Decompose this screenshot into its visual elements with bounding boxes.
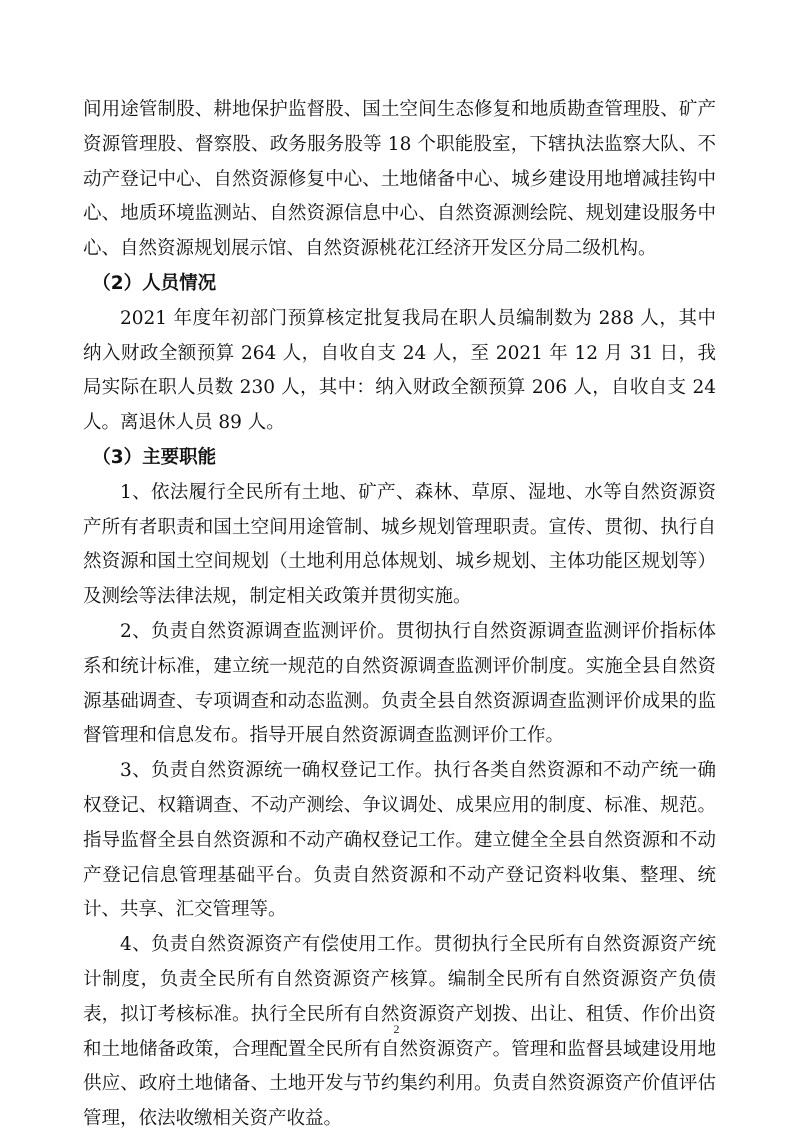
page-number: 2 bbox=[393, 1022, 400, 1036]
paragraph-offices: 间用途管制股、耕地保护监督股、国土空间生态修复和地质勘查管理股、矿产资源管理股、督察股、政务服务股等 18 个职能股室，下辖执法监察大队、不动产登记中心、自然资源修复中心、土地储备中心、城乡建设用地增减挂钩中心、地质环境监测站、自然资源信息中心、自然资源测绘院、规划建设服务中心、自然资源规划展示馆、自然资源桃花江经济开发区分局二级机构。 bbox=[83, 99, 716, 260]
heading-functions: （3）主要职能 bbox=[92, 446, 217, 468]
heading-personnel: （2）人员情况 bbox=[92, 272, 217, 294]
paragraph-personnel: 2021 年度年初部门预算核定批复我局在职人员编制数为 288 人，其中纳入财政全额预算 264 人，自收自支 24 人，至 2021 年 12 月 31 日，我局实际在职人员数 230 人，其中：纳入财政全额预算 206 人，自收自支 24 人。离退休人员 89 人。 bbox=[83, 307, 716, 434]
paragraph-function-4: 4、负责自然资源资产有偿使用工作。贯彻执行全民所有自然资源资产统计制度，负责全民所有自然资源资产核算。编制全民所有自然资源资产负债表，拟订考核标准。执行全民所有自然资源资产划拨、出让、租赁、作价出资和土地储备政策，合理配置全民所有自然资源资产。管理和监督县域建设用地供应、政府土地储备、土地开发与节约集约利用。负责自然资源资产价值评估管理，依法收缴相关资产收益。 bbox=[83, 934, 716, 1130]
paragraph-function-1: 1、依法履行全民所有土地、矿产、森林、草原、湿地、水等自然资源资产所有者职责和国土空间用途管制、城乡规划管理职责。宣传、贯彻、执行自然资源和国土空间规划（土地利用总体规划、城乡规划、主体功能区规划等）及测绘等法律法规，制定相关政策并贯彻实施。 bbox=[83, 481, 716, 608]
document-body bbox=[83, 93, 716, 1137]
paragraph-function-2: 2、负责自然资源调查监测评价。贯彻执行自然资源调查监测评价指标体系和统计标准，建立统一规范的自然资源调查监测评价制度。实施全县自然资源基础调查、专项调查和动态监测。负责全县自然资源调查监测评价成果的监督管理和信息发布。指导开展自然资源调查监测评价工作。 bbox=[83, 620, 716, 747]
paragraph-function-3: 3、负责自然资源统一确权登记工作。执行各类自然资源和不动产统一确权登记、权籍调查、不动产测绘、争议调处、成果应用的制度、标准、规范。指导监督全县自然资源和不动产确权登记工作。建立健全全县自然资源和不动产登记信息管理基础平台。负责自然资源和不动产登记资料收集、整理、统计、共享、汇交管理等。 bbox=[83, 760, 716, 921]
